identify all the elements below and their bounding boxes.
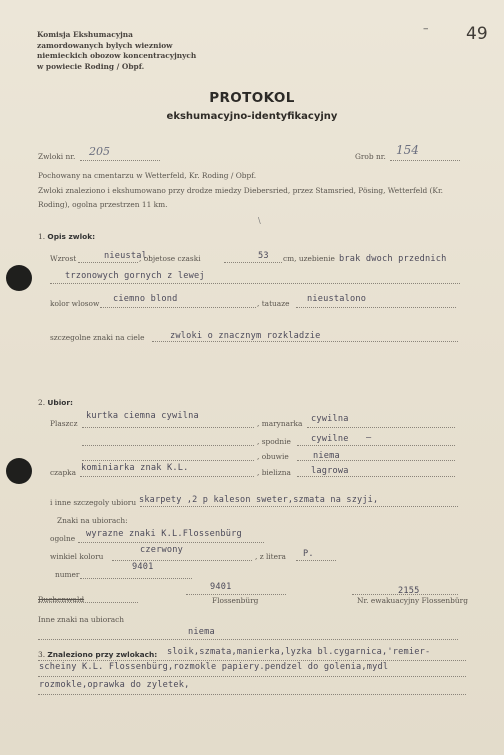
burial-place-text: Pochowany na cmentarzu w Wetterfeld, Kr. Roding / Obpf.: [38, 171, 257, 180]
punch-hole: [6, 458, 32, 484]
section-1-heading: [38, 232, 95, 241]
inne-szczegoly-value: skarpety ,2 p kaleson sweter,szmata na szyji,: [139, 495, 379, 505]
section-3-heading: [38, 650, 157, 659]
marynarka-value: cywilna: [311, 414, 349, 424]
plaszcz-label: Plaszcz: [50, 419, 78, 428]
grob-label: Grob nr.: [355, 152, 386, 161]
flossenburg-label: Flossenbürg: [212, 596, 259, 605]
section-2-heading: [38, 398, 73, 407]
section-number: 3.: [38, 650, 46, 659]
section-number: 1.: [38, 232, 46, 241]
czaszka-label: , objetose czaski: [139, 254, 201, 263]
found-items-line-1: sloik,szmata,manierka,lyzka bl.cygarnica,'remier-: [167, 647, 431, 657]
header-line: zamordowanych bylych wiezniow: [37, 40, 173, 50]
buchenwald-label-struck: Buchenwald: [38, 595, 85, 604]
flossenburg-number: 9401: [210, 582, 232, 592]
obuwie-label: , obuwie: [257, 452, 289, 461]
zwloki-number: 205: [89, 145, 110, 158]
ogolne-label: ogolne: [50, 534, 76, 543]
uzebienie-label: cm, uzebienie: [283, 254, 335, 263]
znaki-label: szczegolne znaki na ciele: [50, 333, 145, 342]
spodnie-value: cywilne: [311, 434, 349, 444]
winkiel-value: czerwony: [140, 545, 183, 555]
kolor-label: kolor wlosow: [50, 299, 100, 308]
grob-number: 154: [396, 143, 419, 157]
obuwie-value: niema: [313, 451, 340, 461]
winkiel-label: winkiel koloru: [50, 552, 104, 561]
wzrost-value: nieustal.: [104, 251, 153, 261]
tatuaze-label: , tatuaze: [257, 299, 290, 308]
czaszka-value: 53: [258, 251, 269, 261]
czapka-value: kominiarka znak K.L.: [81, 463, 189, 473]
section-title: Znaleziono przy zwlokach:: [47, 650, 158, 659]
bielizna-value: lagrowa: [311, 466, 349, 476]
plaszcz-value: kurtka ciemna cywilna: [86, 411, 199, 421]
spodnie-dash: –: [366, 433, 372, 443]
commission-header: [37, 30, 196, 72]
found-items-line-3: rozmokle,oprawka do zyletek,: [39, 680, 190, 690]
marynarka-label: , marynarka: [257, 419, 303, 428]
evacuation-number-label: Nr. ewakuacyjny Flossenbürg: [357, 596, 468, 605]
numer-value: 9401: [132, 562, 154, 572]
evacuation-number: 2155: [398, 586, 420, 596]
zwloki-label: Zwloki nr.: [38, 152, 76, 161]
pencil-mark: \: [258, 216, 261, 225]
header-line: niemieckich obozow koncentracyjnych: [37, 51, 197, 61]
uzebienie-value-cont: trzonowych gornych z lewej: [65, 271, 205, 281]
litera-label: , z litera: [255, 552, 286, 561]
pencil-dash: –: [423, 22, 429, 35]
found-items-line-2: scheiny K.L. Flossenbürg,rozmokle papiery.pendzel do golenia,mydl: [39, 662, 389, 672]
tatuaze-value: nieustalono: [307, 294, 367, 304]
inne-znaki-label: Inne znaki na ubiorach: [38, 615, 125, 624]
uzebienie-value: brak dwoch przednich: [339, 254, 447, 264]
litera-value: P.: [303, 549, 314, 559]
znaki-value: zwloki o znacznym rozkladzie: [170, 331, 321, 341]
header-line: w powiecie Roding / Obpf.: [37, 61, 145, 71]
document-subtitle: ekshumacyjno-identyfikacyjny: [166, 111, 338, 122]
znaki-na-ubiorach-label: Znaki na ubiorach:: [57, 516, 128, 525]
numer-label: numer: [55, 570, 80, 579]
found-location-text: Zwloki znaleziono i ekshumowano przy drodze miedzy Diebersried, przez Stamsried, Pösing, Wetterfeld (Kr.: [38, 186, 444, 195]
punch-hole: [6, 265, 32, 291]
section-title: Opis zwlok:: [47, 232, 96, 241]
section-title: Ubior:: [47, 398, 73, 407]
header-line: Komisja Ekshumacyjna: [37, 30, 133, 39]
section-number: 2.: [38, 398, 46, 407]
kolor-value: ciemno blond: [113, 294, 178, 304]
ogolne-value: wyrazne znaki K.L.Flossenbürg: [86, 529, 242, 539]
wzrost-label: Wzrost: [50, 254, 77, 263]
found-location-text-cont: Roding), ogolna przestrzen 11 km.: [38, 200, 168, 209]
spodnie-label: , spodnie: [257, 437, 291, 446]
inne-szczegoly-label: i inne szczegoly ubioru: [50, 498, 137, 507]
document-title: PROTOKOL: [209, 90, 295, 106]
inne-znaki-value: niema: [188, 627, 215, 637]
czapka-label: czapka: [50, 468, 77, 477]
bielizna-label: , bielizna: [257, 468, 291, 477]
page-number: 49: [466, 24, 488, 44]
